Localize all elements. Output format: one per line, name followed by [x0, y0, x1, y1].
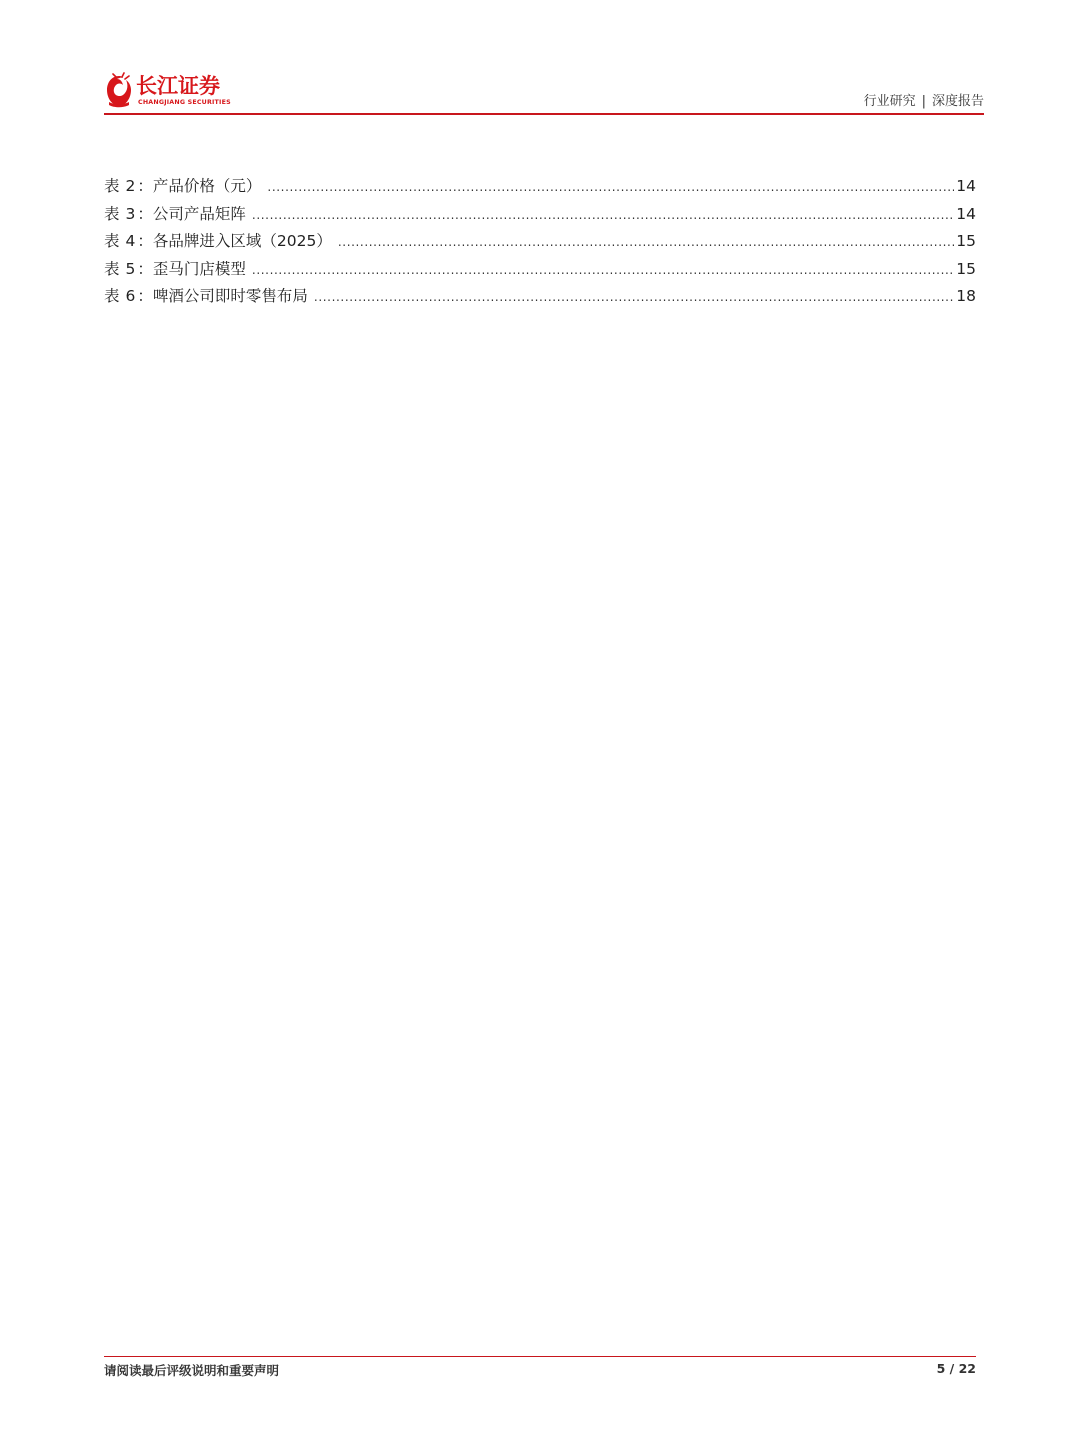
- toc-leader-dots: [314, 290, 954, 304]
- toc-item[interactable]: [104, 229, 976, 257]
- toc-item-title: 产品价格（元）: [152, 177, 262, 195]
- header-separator: |: [921, 94, 926, 109]
- toc-item[interactable]: [104, 284, 976, 312]
- footer-disclaimer: 请阅读最后评级说明和重要声明: [104, 1363, 280, 1378]
- toc-item-label: 表 2 ：产品价格（元）: [104, 177, 262, 195]
- toc-leader-dots: [252, 208, 954, 222]
- report-category: [864, 90, 984, 109]
- page-number: 5 / 22: [936, 1361, 976, 1376]
- toc-item-title: 公司产品矩阵: [152, 204, 246, 223]
- toc-item-page: 15: [956, 232, 976, 250]
- header-divider: [104, 113, 984, 115]
- toc-leader-dots: [338, 235, 954, 249]
- toc-item-label: 表 6 ：啤酒公司即时零售布局: [104, 287, 308, 305]
- category-label: 行业研究: [863, 94, 916, 109]
- toc-item-prefix: 表: [104, 259, 120, 278]
- toc-item-number: 5: [125, 259, 136, 278]
- toc-item-prefix: 表: [104, 204, 120, 223]
- toc-leader-dots: [267, 180, 954, 194]
- toc-item-number: 4: [125, 232, 136, 250]
- toc-item[interactable]: [104, 257, 976, 285]
- logo-chinese-text: 长江证券: [136, 74, 220, 98]
- company-logo: [104, 72, 244, 112]
- toc-item-page: 14: [956, 177, 976, 195]
- toc-item[interactable]: [104, 202, 976, 230]
- toc-item-page: 14: [956, 204, 976, 223]
- footer-divider: [104, 1356, 976, 1357]
- toc-item-label: 表 4 ：各品牌进入区域（2025）: [104, 232, 332, 250]
- logo-english-text: CHANGJIANG SECURITIES: [138, 99, 231, 106]
- table-of-contents: [104, 174, 976, 312]
- toc-item-label: 表 5 ：歪马门店模型: [104, 259, 246, 278]
- toc-item-title: 各品牌进入区域（2025）: [152, 232, 332, 250]
- toc-item-page: 18: [956, 287, 976, 305]
- toc-item-number: 2: [125, 177, 136, 195]
- toc-item-prefix: 表: [104, 177, 120, 195]
- toc-item-title: 歪马门店模型: [152, 259, 246, 278]
- report-type-label: 深度报告: [931, 94, 984, 109]
- toc-item[interactable]: [104, 174, 976, 202]
- toc-item-title: 啤酒公司即时零售布局: [152, 287, 308, 305]
- toc-item-label: 表 3 ：公司产品矩阵: [104, 204, 246, 223]
- page-header: [104, 68, 984, 114]
- toc-leader-dots: [252, 263, 954, 277]
- toc-item-number: 3: [125, 204, 136, 223]
- toc-item-number: 6: [125, 287, 136, 305]
- toc-item-prefix: 表: [104, 232, 120, 250]
- toc-item-page: 15: [956, 259, 976, 278]
- logo-emblem-icon: [104, 72, 134, 110]
- toc-item-prefix: 表: [104, 287, 120, 305]
